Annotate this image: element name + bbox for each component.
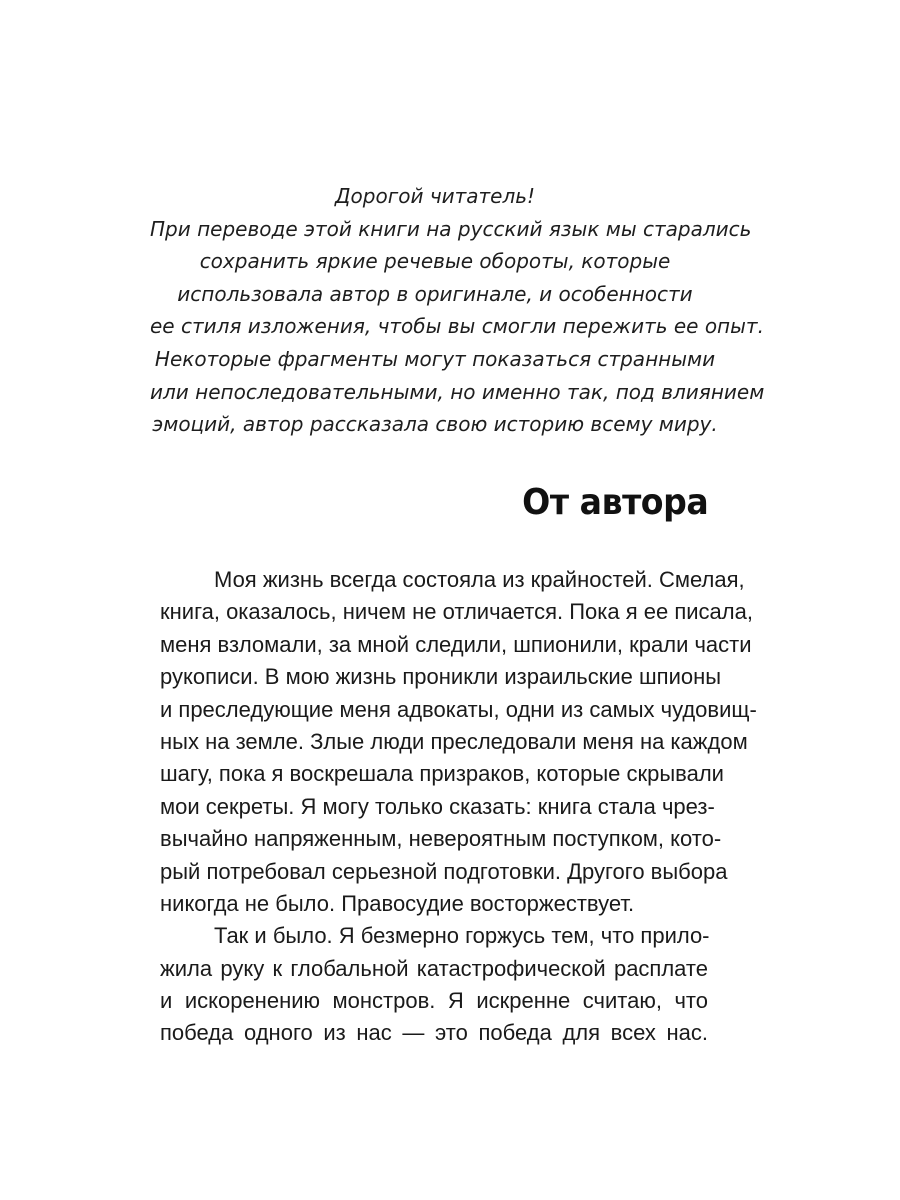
body-line: рый потребовал серьезной подготовки. Другого выбора (160, 858, 728, 884)
body-line: Моя жизнь всегда состояла из крайностей. Смелая, (214, 567, 745, 592)
body-line: мои секреты. Я могу только сказать: книга стала чрез- (160, 793, 715, 819)
body-line: рукописи. В мою жизнь проникли израильские шпионы (160, 664, 722, 690)
body-line: Так и было. Я безмерно горжусь тем, что прило- (214, 923, 710, 949)
note-line: или непоследовательными, но именно так, под влиянием (150, 379, 765, 404)
body-line: вычайно напряженным, невероятным поступком, кото- (160, 826, 722, 852)
paragraph-2 (160, 920, 708, 1050)
body-line: книга, оказалось, ничем не отличается. Пока я ее писала, (160, 599, 753, 625)
note-line: ее стиля изложения, чтобы вы смогли пережить ее опыт. (150, 314, 764, 339)
body-line: шагу, пока я воскрешала призраков, которые скрывали (160, 761, 724, 787)
note-line: Некоторые фрагменты могут показаться странными (154, 346, 716, 371)
body-line: жила руку к глобальной катастрофической расплате (160, 955, 708, 981)
body-line: и искоренению монстров. Я искренне считаю, что (160, 988, 708, 1014)
body-line: меня взломали, за мной следили, шпионили, крали части (160, 631, 752, 657)
body-line: победа одного из нас — это победа для всех нас. (160, 1020, 708, 1046)
body-line: и преследующие меня адвокаты, одни из самых чудовищ- (160, 696, 757, 722)
section-heading: От автора (521, 482, 708, 523)
body-line: ных на земле. Злые люди преследовали меня на каждом (160, 728, 748, 754)
section-body (160, 564, 757, 1050)
note-line: Дорогой читатель! (334, 184, 536, 208)
note-line: сохранить яркие речевые обороты, которые (199, 249, 671, 274)
body-line: никогда не было. Правосудие восторжествует. (160, 890, 635, 916)
paragraph-1 (160, 564, 757, 920)
translator-note (150, 180, 765, 441)
note-line: При переводе этой книги на русский язык мы старались (150, 216, 752, 241)
note-line: эмоций, автор рассказала свою историю всему миру. (152, 412, 718, 437)
note-line: использовала автор в оригинале, и особенности (177, 281, 693, 306)
